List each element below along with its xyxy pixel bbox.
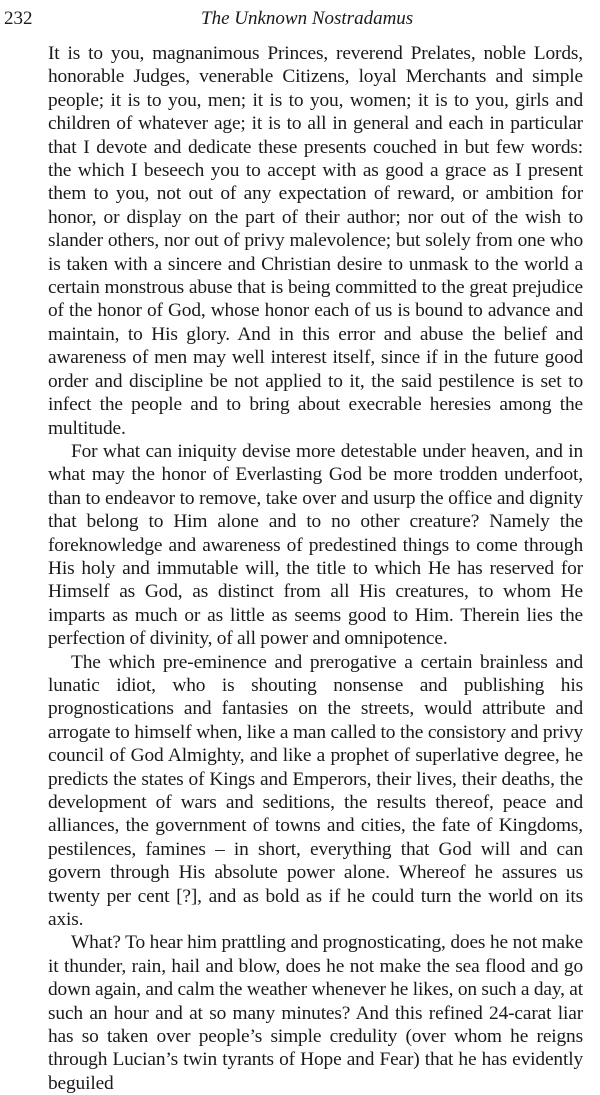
paragraph-pre-eminence: The which pre-eminence and prerogative a certain brainless and lunatic idiot, who is shouting nonsense and publishing his prognostications and fantasies on the streets, would attribute and arrogate to himself when, like a man called to the consistory and privy council of God Almighty, and like a prophet of superlative degree, he predicts the states of Kings and Emperors, their lives, their deaths, the development of wars and seditions, the results thereof, peace and alliances, the government of towns and cities, the fate of Kingdoms, pestilences, famines – in short, everything that God will and can govern through His absolute power alone. Whereof he assures us twenty per cent [?], and as bold as if he could turn the world on its axis. bbox=[48, 651, 583, 931]
paragraph-dedication: It is to you, magnanimous Princes, reverend Prelates, noble Lords, honorable Judges, venerable Citizens, loyal Merchants and simple people; it is to you, men; it is to you, women; it is to you, girls and children of whatever age; it is to all in general and each in particular that I devote and dedicate these presents couched in but few words: the which I beseech you to accept with as good a grace as I present them to you, not out of any expectation of reward, or ambition for honor, or display on the part of their author; nor out of the wish to slander others, nor out of privy malevolence; but solely from one who is taken with a sincere and Christian desire to unmask to the world a certain monstrous abuse that is being committed to the great prejudice of the honor of God, whose honor each of us is bound to advance and maintain, to His glory. And in this error and abuse the belief and awareness of men may well interest itself, since if in the future good order and discipline be not applied to it, the said pestilence is set to infect the people and to bring about execrable heresies among the multitude. bbox=[48, 43, 583, 439]
paragraph-iniquity: For what can iniquity devise more detestable under heaven, and in what may the honor of Everlasting God be more trodden underfoot, than to endeavor to remove, take over and usurp the office and dignity that belong to Him alone and to no other creature? Namely the foreknowledge and awareness of predestined things to come through His holy and immutable will, the title to which He has reserved for Himself as God, as distinct from all His creatures, to whom He imparts as much or as little as seems good to Him. Therein lies the perfection of divinity, of all power and omnipotence. bbox=[48, 440, 583, 650]
body-text bbox=[48, 42, 583, 1095]
running-title: The Unknown Nostradamus bbox=[201, 8, 414, 29]
paragraph-prattling: What? To hear him prattling and prognosticating, does he not make it thunder, rain, hail and blow, does he not make the sea flood and go down again, and calm the weather whenever he likes, on such a day, at such an hour and at so many minutes? And this refined 24-carat liar has so taken over people’s simple credulity (over whom he reigns through Lucian’s twin tyrants of Hope and Fear) that he has evidently beguiled bbox=[48, 932, 583, 1094]
page-number: 232 bbox=[4, 8, 33, 29]
page-header bbox=[0, 4, 600, 32]
